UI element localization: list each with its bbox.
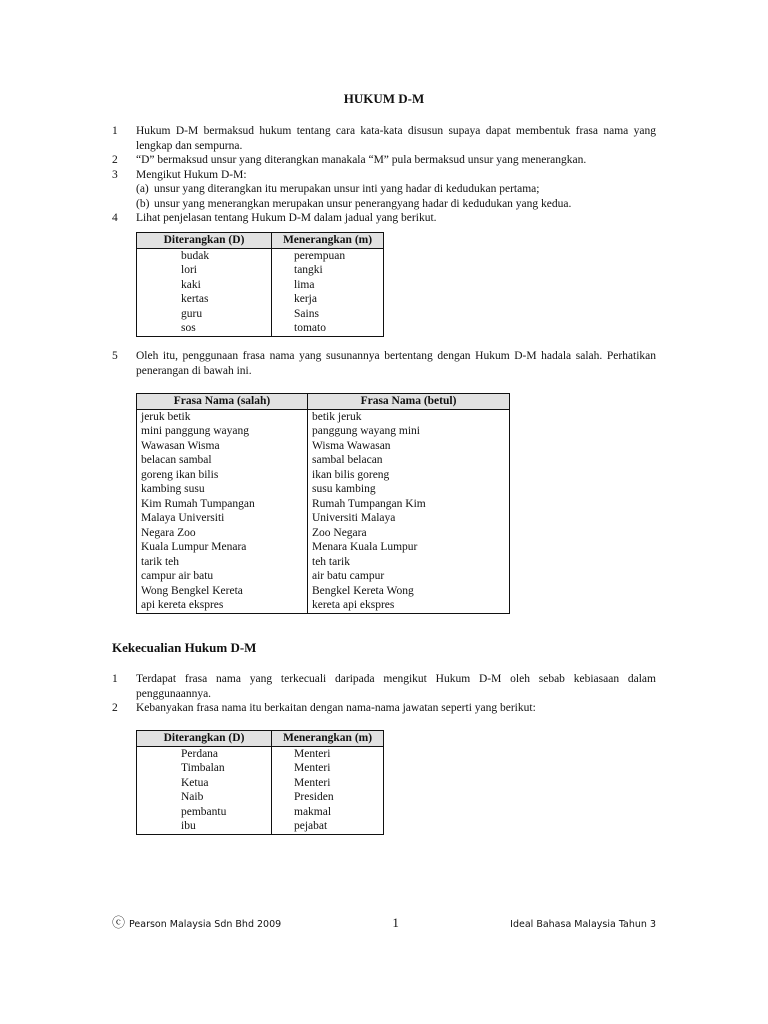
item-text: Oleh itu, penggunaan frasa nama yang susunannya bertentang dengan Hukum D-M hadala salah. Perhatikan penerangan di bawah ini. bbox=[136, 350, 656, 377]
table-row bbox=[137, 321, 384, 336]
list-item bbox=[112, 168, 656, 183]
table-cell: jeruk betik bbox=[137, 409, 308, 424]
table-cell: guru bbox=[137, 307, 272, 322]
table-cell: betik jeruk bbox=[308, 409, 510, 424]
table-cell: Rumah Tumpangan Kim bbox=[308, 497, 510, 512]
table-row bbox=[137, 746, 384, 761]
column-header: Menerangkan (m) bbox=[272, 233, 384, 249]
item-text: Hukum D-M bermaksud hukum tentang cara kata-kata disusun supaya dapat membentuk frasa nama yang lengkap dan sempurna. bbox=[136, 125, 656, 152]
table-row bbox=[137, 409, 510, 424]
item-number: 3 bbox=[112, 168, 118, 181]
table-row bbox=[137, 453, 510, 468]
page-title: HUKUM D-M bbox=[343, 91, 425, 106]
sub-item bbox=[112, 182, 656, 197]
table-row bbox=[137, 307, 384, 322]
table-row bbox=[137, 526, 510, 541]
jawatan-table bbox=[136, 730, 384, 835]
table-row bbox=[137, 819, 384, 834]
table-row bbox=[137, 761, 384, 776]
column-header: Diterangkan (D) bbox=[137, 233, 272, 249]
table-cell: mini panggung wayang bbox=[137, 424, 308, 439]
table-cell: Timbalan bbox=[137, 761, 272, 776]
table-cell: Naib bbox=[137, 790, 272, 805]
item-number: 2 bbox=[112, 702, 118, 714]
item-number: 5 bbox=[112, 350, 118, 362]
table-cell: Presiden bbox=[272, 790, 384, 805]
table-cell: Wisma Wawasan bbox=[308, 439, 510, 454]
item-number: 1 bbox=[112, 125, 118, 137]
table-row bbox=[137, 468, 510, 483]
dm-table bbox=[136, 232, 384, 337]
list-item bbox=[112, 672, 656, 701]
item-number: 2 bbox=[112, 154, 118, 166]
item-5 bbox=[112, 349, 656, 378]
table-row bbox=[137, 482, 510, 497]
table-cell: tangki bbox=[272, 263, 384, 278]
sub-item bbox=[112, 197, 656, 212]
table-cell: pembantu bbox=[137, 805, 272, 820]
table-cell: Ketua bbox=[137, 776, 272, 791]
table-row bbox=[137, 263, 384, 278]
table-cell: Menteri bbox=[272, 776, 384, 791]
footer-book-title: Ideal Bahasa Malaysia Tahun 3 bbox=[510, 919, 656, 930]
table-cell: kereta api ekspres bbox=[308, 598, 510, 613]
table-cell: kambing susu bbox=[137, 482, 308, 497]
table-cell: Zoo Negara bbox=[308, 526, 510, 541]
intro-list bbox=[112, 124, 656, 226]
table-cell: Universiti Malaya bbox=[308, 511, 510, 526]
table-cell: sambal belacan bbox=[308, 453, 510, 468]
table-cell: sos bbox=[137, 321, 272, 336]
item-text: Kebanyakan frasa nama itu berkaitan dengan nama-nama jawatan seperti yang berikut: bbox=[136, 702, 536, 714]
table-cell: panggung wayang mini bbox=[308, 424, 510, 439]
table-cell: Kuala Lumpur Menara bbox=[137, 540, 308, 555]
table-cell: Sains bbox=[272, 307, 384, 322]
table-cell: Perdana bbox=[137, 746, 272, 761]
footer-copyright bbox=[112, 917, 281, 933]
section-title: Kekecualian Hukum D-M bbox=[112, 640, 257, 655]
table-cell: kertas bbox=[137, 292, 272, 307]
column-header: Frasa Nama (betul) bbox=[308, 394, 510, 410]
copyright-icon: ⓒ bbox=[112, 916, 126, 931]
list-item bbox=[112, 124, 656, 153]
item-text: Terdapat frasa nama yang terkecuali daripada mengikut Hukum D-M oleh sebab kebiasaan dalam penggunaannya. bbox=[136, 673, 656, 700]
table-cell: Bengkel Kereta Wong bbox=[308, 584, 510, 599]
table-cell: air batu campur bbox=[308, 569, 510, 584]
table-row bbox=[137, 776, 384, 791]
section2-list bbox=[112, 672, 656, 716]
list-item bbox=[112, 211, 656, 226]
table-row bbox=[137, 439, 510, 454]
table-cell: api kereta ekspres bbox=[137, 598, 308, 613]
table-cell: Menteri bbox=[272, 746, 384, 761]
sub-item-text: unsur yang menerangkan merupakan unsur penerangyang hadar di kedudukan yang kedua. bbox=[154, 197, 572, 210]
item-text: Lihat penjelasan tentang Hukum D-M dalam jadual yang berikut. bbox=[136, 212, 437, 224]
table-cell: campur air batu bbox=[137, 569, 308, 584]
item-text: “D” bermaksud unsur yang diterangkan manakala “M” pula bermaksud unsur yang menerangkan. bbox=[136, 154, 587, 166]
table-cell: lori bbox=[137, 263, 272, 278]
column-header: Frasa Nama (salah) bbox=[137, 394, 308, 410]
table-cell: Menara Kuala Lumpur bbox=[308, 540, 510, 555]
table-row bbox=[137, 598, 510, 613]
table-cell: belacan sambal bbox=[137, 453, 308, 468]
column-header: Menerangkan (m) bbox=[272, 731, 384, 747]
table-cell: ikan bilis goreng bbox=[308, 468, 510, 483]
table-cell: perempuan bbox=[272, 248, 384, 263]
list-item bbox=[112, 349, 656, 378]
sub-item-label: (a) bbox=[136, 183, 149, 195]
table-row bbox=[137, 424, 510, 439]
item-text: Mengikut Hukum D-M: bbox=[136, 168, 247, 181]
table-cell: kaki bbox=[137, 278, 272, 293]
page-number: 1 bbox=[392, 915, 399, 930]
table-row bbox=[137, 805, 384, 820]
table-cell: Kim Rumah Tumpangan bbox=[137, 497, 308, 512]
table-row bbox=[137, 497, 510, 512]
table-row bbox=[137, 569, 510, 584]
column-header: Diterangkan (D) bbox=[137, 731, 272, 747]
table-cell: tomato bbox=[272, 321, 384, 336]
table-cell: pejabat bbox=[272, 819, 384, 834]
table-row bbox=[137, 292, 384, 307]
table-row bbox=[137, 555, 510, 570]
table-cell: Malaya Universiti bbox=[137, 511, 308, 526]
table-cell: goreng ikan bilis bbox=[137, 468, 308, 483]
table-cell: Menteri bbox=[272, 761, 384, 776]
sub-item-text: unsur yang diterangkan itu merupakan unsur inti yang hadar di kedudukan pertama; bbox=[154, 183, 540, 195]
table-cell: Negara Zoo bbox=[137, 526, 308, 541]
table-cell: tarik teh bbox=[137, 555, 308, 570]
table-cell: Wawasan Wisma bbox=[137, 439, 308, 454]
table-cell: kerja bbox=[272, 292, 384, 307]
frasa-nama-table bbox=[136, 393, 510, 614]
table-cell: lima bbox=[272, 278, 384, 293]
footer-publisher: Pearson Malaysia Sdn Bhd 2009 bbox=[129, 919, 282, 930]
table-row bbox=[137, 584, 510, 599]
list-item bbox=[112, 701, 656, 716]
item-number: 4 bbox=[112, 212, 118, 224]
table-row bbox=[137, 511, 510, 526]
table-row bbox=[137, 278, 384, 293]
list-item bbox=[112, 153, 656, 168]
table-cell: Wong Bengkel Kereta bbox=[137, 584, 308, 599]
table-cell: ibu bbox=[137, 819, 272, 834]
page-footer bbox=[112, 916, 656, 933]
table-cell: teh tarik bbox=[308, 555, 510, 570]
table-row bbox=[137, 248, 384, 263]
table-cell: budak bbox=[137, 248, 272, 263]
table-row bbox=[137, 790, 384, 805]
table-row bbox=[137, 540, 510, 555]
table-cell: makmal bbox=[272, 805, 384, 820]
table-cell: susu kambing bbox=[308, 482, 510, 497]
item-number: 1 bbox=[112, 673, 118, 685]
sub-item-label: (b) bbox=[136, 197, 150, 210]
